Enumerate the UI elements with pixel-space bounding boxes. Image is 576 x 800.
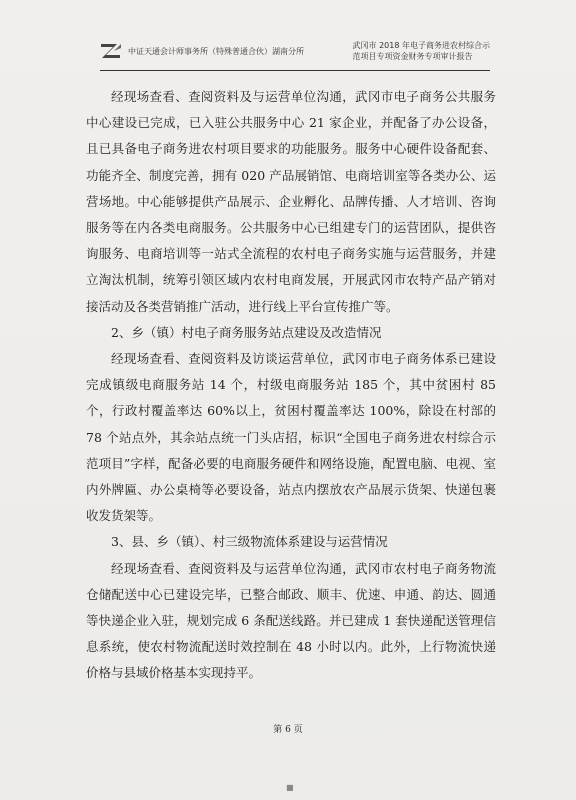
firm-logo	[100, 42, 122, 60]
firm-name: 中证天通会计师事务所（特殊普通合伙）湖南分所	[128, 47, 304, 56]
scan-mark: ■	[286, 783, 294, 792]
paragraph-service-center: 经现场查看、查阅资料及与运营单位沟通，武冈市电子商务公共服务中心建设已完成，已入驻公共服务中心 21 家企业，并配备了办公设备，且已具备电子商务进农村项目要求的功能服务。服务中心硬件设备配套、功能齐全、制度完善，拥有 020 产品展销馆、电商培训室等各类办公、运营场地。中心能够提供产品展示、企业孵化、品牌传播、人才培训、咨询服务等在内各类电商服务。公共服务中心已组建专门的运营团队，提供咨询服务、电商培训等一站式全流程的农村电子商务实施与运营服务，并建立淘汰机制，统筹引领区域内农村电商发展，开展武冈市农特产品产销对接活动及各类营销推广活动，进行线上平台宣传推广等。	[86, 89, 496, 314]
report-title	[353, 40, 490, 62]
paragraph-logistics: 经现场查看、查阅资料及与运营单位沟通，武冈市农村电子商务物流仓储配送中心已建设完毕，已整合邮政、顺丰、优速、申通、韵达、圆通等快递企业入驻，规划完成 6 条配送线路。并已建成 1 套快递配送管理信息系统，使农村物流配送时效控制在 48 小时以内。此外，上行物流快递价格与县域价格基本实现持平。	[86, 560, 496, 681]
report-title-line1: 武冈市 2018 年电子商务进农村综合示	[352, 41, 490, 50]
page-header	[100, 34, 490, 71]
report-body	[86, 84, 496, 687]
section-heading-3: 3、县、乡（镇）、村三级物流体系建设与运营情况	[111, 534, 388, 550]
report-title-line2: 范项目专项资金财务专项审计报告	[352, 52, 473, 61]
section-heading-2: 2、乡（镇）村电子商务服务站点建设及改造情况	[111, 324, 382, 340]
paragraph-service-stations: 经现场查看、查阅资料及访谈运营单位，武冈市电子商务体系已建设完成镇级电商服务站 14 个，村级电商服务站 185 个，其中贫困村 85 个，行政村覆盖率达 60%以上，贫困村覆盖率达 100%，除设在村部的 78 个站点外，其余站点统一门头店招，标识“全国电子商务进农村综合示范项目”字样，配备必要的电商服务硬件和网络设施，配置电脑、电视、室内外牌匾、办公桌椅等必要设备，站点内摆放农产品展示货架、快递包裹收发货架等。	[86, 351, 496, 524]
page-number: 第 6 页	[273, 725, 303, 735]
